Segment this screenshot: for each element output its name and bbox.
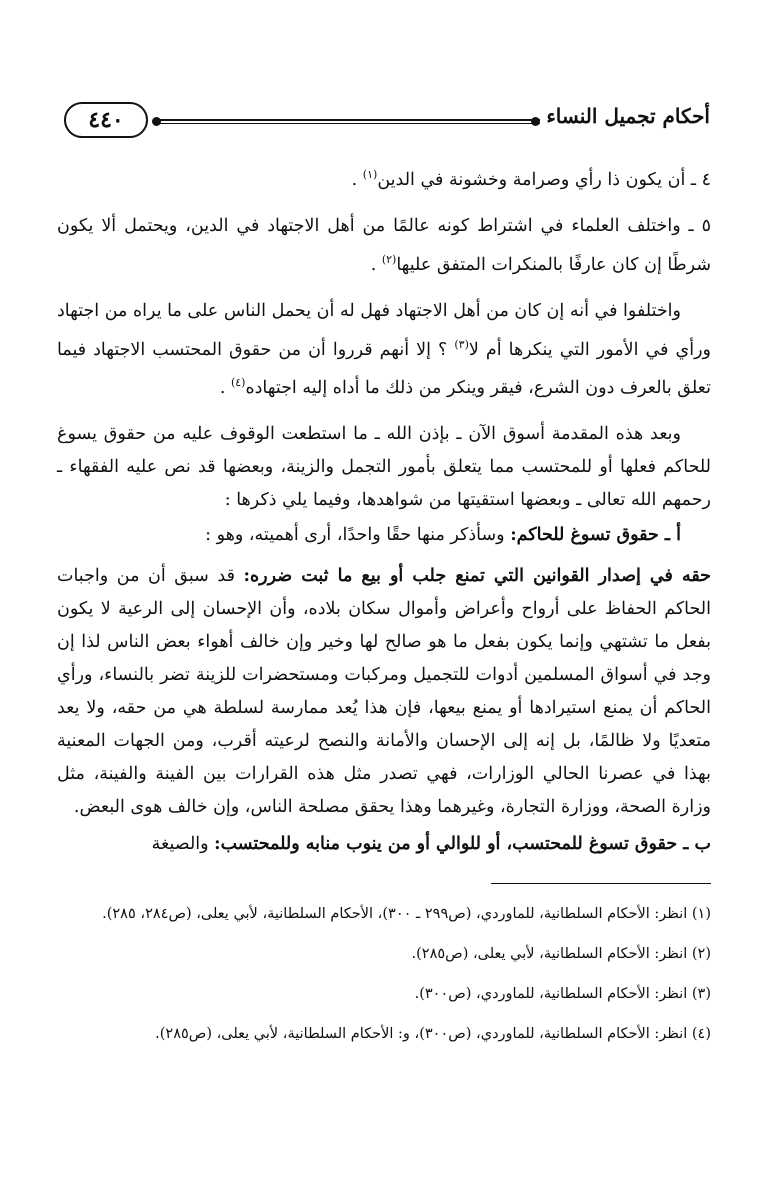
- paragraph-4: ٤ ـ أن يكون ذا رأي وصرامة وخشونة في الدين$^{(١)}$ .: [351, 168, 711, 190]
- paragraph-5: ٥ ـ واختلف العلماء في اشتراط كونه عالمًا من أهل الاجتهاد في الدين، ويحتمل ألا يكون شرطًا إن كان عارفًا بالمنكرات المتفق عليها$^{(٢)}$ .: [57, 215, 711, 275]
- header-rule: [158, 119, 540, 124]
- footnote-separator: [491, 883, 711, 884]
- paragraph-ijtihad: واختلفوا في أنه إن كان من أهل الاجتهاد فهل له أن يحمل الناس على ما يراه من اجتهاد ورأي في الأمور التي ينكرها أم لا$^{(٣)}$ ؟ إلا أنهم قرروا أن من حقوق المحتسب الاجتهاد فيما تعلق بالعرف دون الشرع، فيقر وينكر من ذلك ما أداه إليه اجتهاده$^{(٤)}$ .: [57, 300, 711, 399]
- footnote-1: (١) انظر: الأحكام السلطانية، للماوردي، (ص٢٩٩ ـ ٣٠٠)، الأحكام السلطانية، لأبي يعلى، (ص٢٨٤، ٢٨٥).: [102, 906, 711, 922]
- footnote-ref: (٣): [454, 337, 469, 351]
- footnotes: [57, 900, 711, 1060]
- paragraph-laws: حقه في إصدار القوانين التي تمنع جلب أو بيع ما ثبت ضرره: قد سبق أن من واجبات الحاكم الحفاظ على أرواح وأعراض وأموال سكان بلاده، وأن الإحسان إلى الرعية لا يكون بفعل ما تشتهي وإنما يكون بفعل ما هو صالح لها وخير وإن خالف أهواء بعض الناس لذا إن وجد في أسواق المسلمين أدوات للتجميل ومركبات ومستحضرات للزينة تضر بالنساء، ورأي الحاكم أن يمنع استيرادها أو يمنع بيعها، فإن هذا يُعد ممارسة لسلطة هي من حقه، ولا يعد متعديًا ولا ظالمًا، بل إنه إلى الإحسان والأمانة والنصح لرعيته أقرب، ومن الجهات المعنية بهذا في عصرنا الحالي الوزارات، فهي تصدر مثل هذه القرارات بين الفينة والفينة، مثل وزارة الصحة، ووزارة التجارة، وغيرهما وهذا يحقق مصلحة الناس، وإن خالف هوى البعض.: [57, 566, 711, 818]
- page-number: ٤٤٠: [64, 102, 148, 138]
- header-ornament-dot: [152, 117, 161, 126]
- running-title: أحكام تجميل النساء: [546, 104, 710, 128]
- footnote-ref: (٢): [381, 252, 397, 266]
- footnote-ref: (٤): [230, 376, 246, 390]
- footnote-2: (٢) انظر: الأحكام السلطانية، لأبي يعلى، (ص٢٨٥).: [411, 946, 711, 962]
- body-text: [57, 158, 711, 861]
- page-header: [48, 104, 710, 138]
- footnote-4: (٤) انظر: الأحكام السلطانية، للماوردي، (ص٣٠٠)، و: الأحكام السلطانية، لأبي يعلى، (ص٢٨٥).: [155, 1026, 711, 1042]
- paragraph-intro: وبعد هذه المقدمة أسوق الآن ـ بإذن الله ـ ما استطعت الوقوف عليه من حقوق يسوغ للحاكم فعلها أو للمحتسب مما يتعلق بأمور التجمل والزينة، وبعضها قد نص عليه الفقهاء ـ رحمهم الله تعالى ـ وبعضها استقيتها من شواهدها، وفيما يلي ذكرها :: [57, 424, 711, 511]
- section-b-heading: ب ـ حقوق تسوغ للمحتسب، أو للوالي أو من ينوب منابه وللمحتسب: والصيغة: [151, 834, 711, 855]
- footnote-ref: (١): [362, 168, 378, 181]
- section-a-heading: أ ـ حقوق تسوغ للحاكم: وسأذكر منها حقًا واحدًا، أرى أهميته، وهو :: [205, 525, 681, 546]
- footnote-3: (٣) انظر: الأحكام السلطانية، للماوردي، (ص٣٠٠).: [414, 986, 711, 1002]
